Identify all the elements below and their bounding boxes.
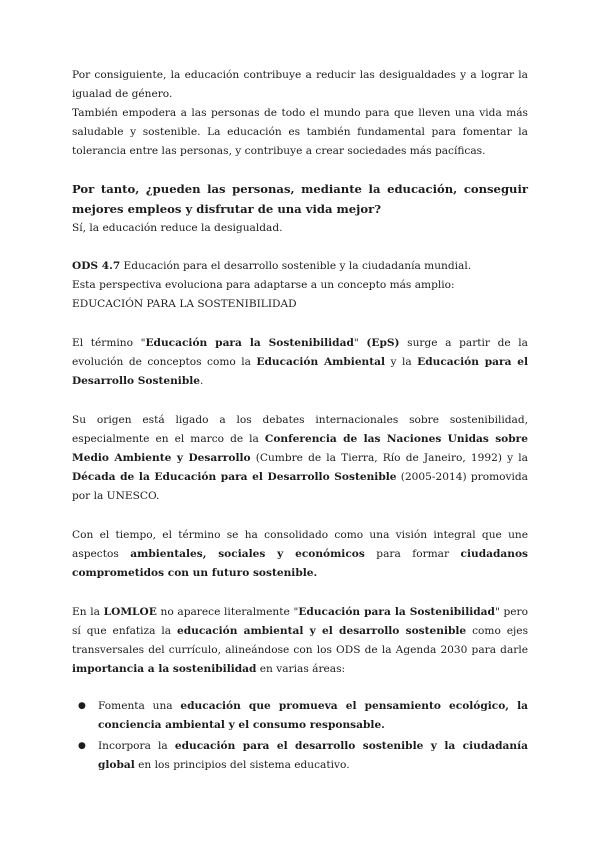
ods-line <box>72 257 528 276</box>
text-run: en los principios del sistema educativo. <box>134 759 350 771</box>
bold-run: Educación para el Desarrollo Sostenible <box>72 356 528 387</box>
bold-run: educación que promueva el pensamiento ecológico, la conciencia ambiental y el consumo responsable. <box>98 700 528 731</box>
text-run: (Cumbre de la Tierra, Río de Janeiro, 1992) y la <box>250 452 528 464</box>
bullet-icon: ● <box>78 741 86 751</box>
bold-run: educación ambiental y el desarrollo sostenible <box>177 625 467 637</box>
text-run: " <box>353 337 367 349</box>
text-run: Su origen está ligado a los debates internacionales sobre sostenibilidad, especialmente en el marco de la <box>72 414 528 445</box>
bold-run: importancia a la sostenibilidad <box>72 663 257 675</box>
question-heading: Por tanto, ¿pueden las personas, mediante la educación, conseguir mejores empleos y disfrutar de una vida mejor? <box>72 182 528 216</box>
paragraph-integral-vision <box>72 526 528 583</box>
bold-run: Educación para la Sostenibilidad <box>145 337 354 349</box>
list-item <box>72 697 528 735</box>
ods-perspective: Esta perspectiva evoluciona para adaptarse a un concepto más amplio: EDUCACIÓN PARA LA SOSTENIBILIDAD <box>72 279 455 310</box>
text-run: . <box>200 375 204 387</box>
text-run: Incorpora la <box>98 740 175 752</box>
bold-run: Conferencia de las Naciones Unidas sobre Medio Ambiente y Desarrollo <box>72 433 528 464</box>
text-run: El término " <box>72 337 146 349</box>
paragraph-empowerment: También empodera a las personas de todo el mundo para que lleven una vida más saludable y sostenible. La educación es también fundamental para fomentar la tolerancia entre las personas, y contribuye a crear sociedades más pacíficas. <box>72 107 528 157</box>
text-run: surge a partir de la evolución de conceptos como la <box>72 337 528 368</box>
bullet-list <box>72 697 528 775</box>
text-run: Con el tiempo, el término se ha consolidado como una visión integral que une aspectos <box>72 529 528 560</box>
paragraph-lomloe <box>72 603 528 679</box>
text-run: para formar <box>364 548 461 560</box>
bold-run: ambientales, sociales y económicos <box>130 548 365 560</box>
text-run: en varias áreas: <box>256 663 346 675</box>
text-run: " pero sí que enfatiza la <box>72 606 528 637</box>
text-run: Fomenta una <box>98 700 181 712</box>
paragraph-origin <box>72 411 528 506</box>
bold-run: ciudadanos comprometidos con un futuro sostenible. <box>72 548 528 579</box>
text-run: y la <box>385 356 418 368</box>
bullet-icon: ● <box>78 701 86 711</box>
bold-run: Educación para la Sostenibilidad <box>298 606 495 618</box>
answer-text: Sí, la educación reduce la desigualdad. <box>72 222 283 234</box>
ods-text: Educación para el desarrollo sostenible y la ciudadanía mundial. <box>120 260 472 272</box>
list-item <box>72 737 528 775</box>
text-run: como ejes transversales del currículo, alineándose con los ODS de la Agenda 2030 para darle <box>72 625 529 656</box>
ods-label: ODS 4.7 <box>72 260 121 272</box>
bold-run: (EpS) <box>366 337 400 349</box>
document-page <box>72 66 528 777</box>
text-run: (2005-2014) promovida por la UNESCO. <box>72 471 529 502</box>
bold-run: Década de la Educación para el Desarrollo Sostenible <box>72 471 397 483</box>
paragraph-eps-definition <box>72 334 528 391</box>
bold-run: Educación Ambiental <box>256 356 386 368</box>
bold-run: educación para el desarrollo sostenible y la ciudadanía global <box>98 740 528 771</box>
paragraph-gender-equality: Por consiguiente, la educación contribuye a reducir las desigualdades y a lograr la igualad de género. <box>72 69 528 100</box>
text-run: no aparece literalmente " <box>156 606 299 618</box>
text-run: En la <box>72 606 104 618</box>
bold-run: LOMLOE <box>103 606 157 618</box>
